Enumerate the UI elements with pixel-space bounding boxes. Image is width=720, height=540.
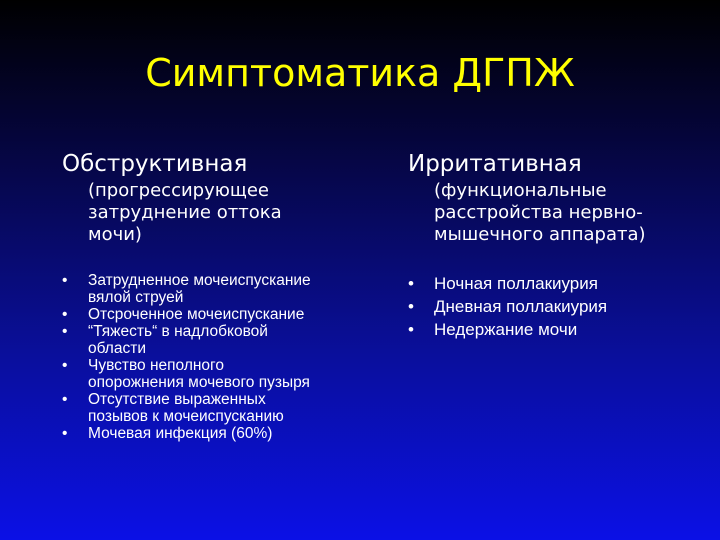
- list-item-text: Мочевая инфекция (60%): [88, 425, 273, 442]
- bullet-icon: •: [62, 391, 68, 408]
- list-item-text: “Тяжесть“ в надлобковой: [88, 323, 268, 340]
- bullet-icon: •: [62, 272, 68, 289]
- irritative-subtitle: [434, 180, 708, 246]
- subtitle-line: затруднение оттока: [88, 202, 282, 223]
- subtitle-line: расстройства нервно-: [434, 202, 643, 223]
- list-item: [408, 272, 708, 295]
- list-item: [62, 425, 362, 442]
- subtitle-line: мочи): [88, 224, 142, 245]
- obstructive-heading: Обструктивная: [62, 151, 248, 177]
- list-item: [62, 272, 362, 306]
- bullet-icon: •: [62, 306, 68, 323]
- subtitle-line: (прогрессирующее: [88, 180, 270, 201]
- irritative-column: [408, 148, 708, 341]
- subtitle-line: мышечного аппарата): [434, 224, 646, 245]
- list-item-text: позывов к мочеиспусканию: [88, 408, 284, 425]
- list-item: [408, 295, 708, 318]
- bullet-icon: •: [408, 297, 414, 316]
- obstructive-subtitle: [88, 180, 362, 246]
- bullet-icon: •: [408, 274, 414, 293]
- irritative-heading: Ирритативная: [408, 151, 582, 177]
- list-item-text: Дневная поллакиурия: [434, 297, 608, 316]
- list-item-text: вялой струей: [88, 289, 184, 306]
- list-item: [62, 323, 362, 357]
- list-item-text: Отсроченное мочеиспускание: [88, 306, 305, 323]
- list-item: [62, 357, 362, 391]
- list-item-text: области: [88, 340, 146, 357]
- obstructive-column: [62, 148, 362, 442]
- list-item: [62, 391, 362, 425]
- list-item-text: Затрудненное мочеиспускание: [88, 272, 311, 289]
- list-item-text: Ночная поллакиурия: [434, 274, 598, 293]
- subtitle-line: (функциональные: [434, 180, 607, 201]
- bullet-icon: •: [62, 323, 68, 340]
- list-item-text: Недержание мочи: [434, 320, 578, 339]
- slide-title: Симптоматика ДГПЖ: [145, 51, 575, 95]
- list-item: [408, 318, 708, 341]
- list-item: [62, 306, 362, 323]
- bullet-icon: •: [62, 357, 68, 374]
- list-item-text: опорожнения мочевого пузыря: [88, 374, 310, 391]
- irritative-symptom-list: [408, 272, 708, 341]
- bullet-icon: •: [408, 320, 414, 339]
- list-item-text: Чувство неполного: [88, 357, 224, 374]
- list-item-text: Отсутствие выраженных: [88, 391, 266, 408]
- obstructive-symptom-list: [62, 272, 362, 442]
- bullet-icon: •: [62, 425, 68, 442]
